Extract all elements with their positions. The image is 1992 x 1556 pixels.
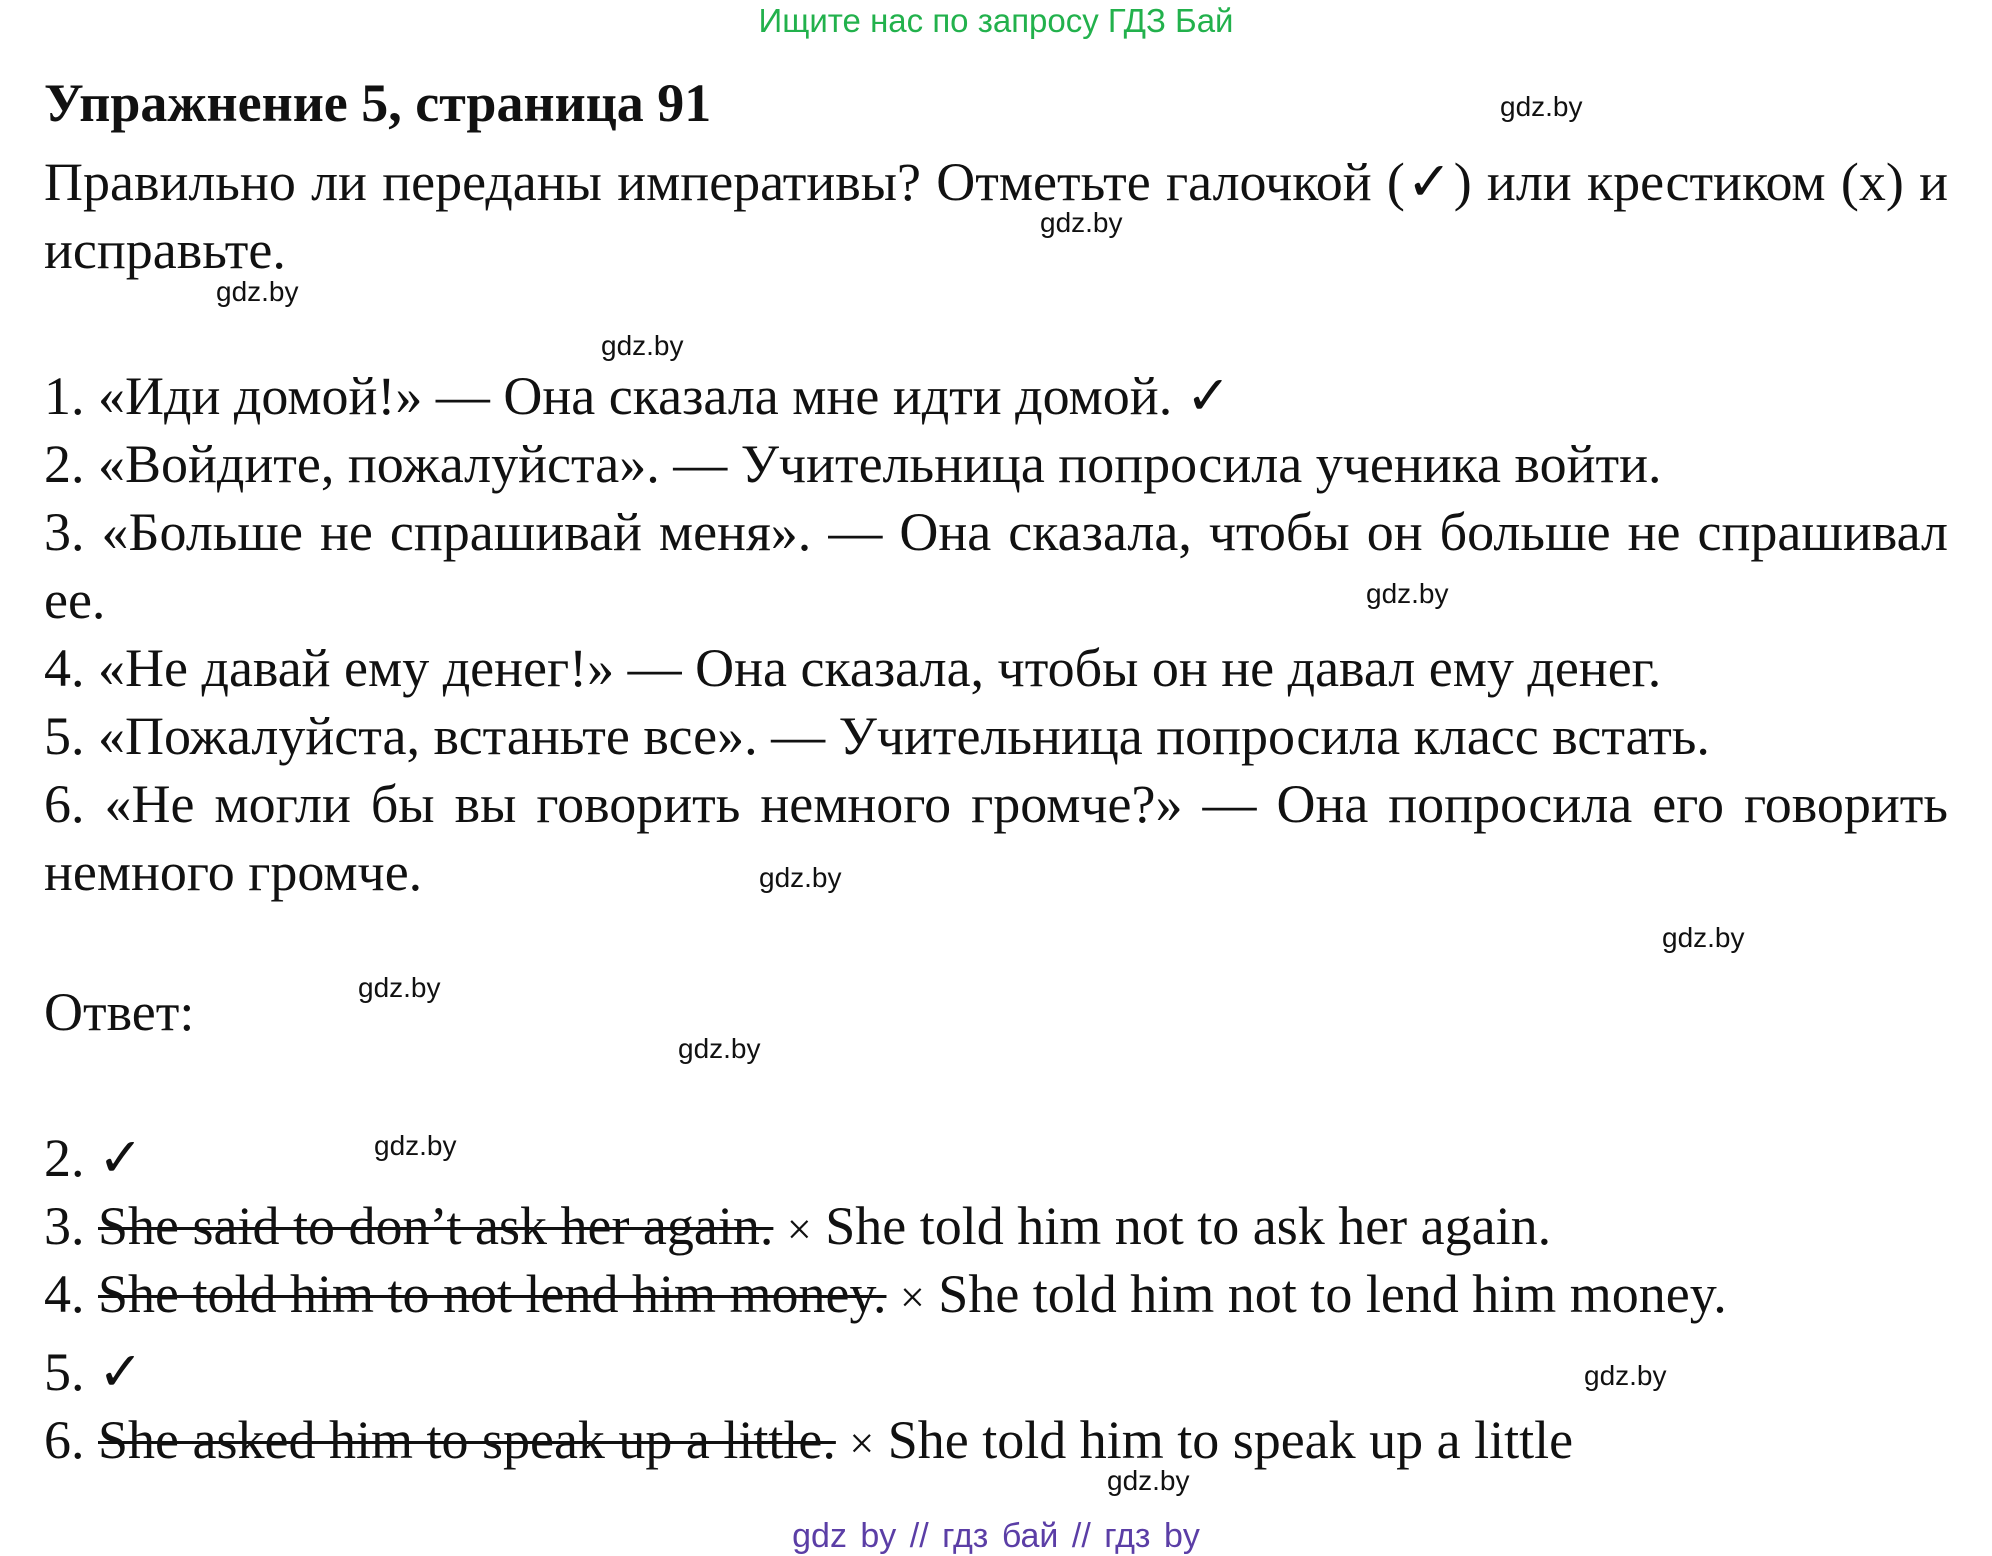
checkmark-icon: ✓ — [98, 1342, 144, 1402]
answer-number: 5. — [44, 1342, 85, 1402]
answer-number: 3. — [44, 1196, 85, 1256]
watermark: gdz.by — [601, 330, 684, 361]
answer-label: Ответ: — [44, 982, 195, 1042]
watermark: gdz.by — [1107, 1465, 1190, 1496]
watermark: gdz.by — [358, 972, 441, 1003]
struck-wrong-answer: She said to don’t ask her again. — [98, 1196, 774, 1256]
site-footer: gdz by // гдз бай // гдз by — [792, 1517, 1200, 1555]
task-item-4: 4. «Не давай ему денег!» — Она сказала, чтобы он не давал ему денег. — [44, 638, 1662, 698]
task-item-3: 3. «Больше не спрашивай меня». — Она сказала, чтобы он больше не спрашивал ее. — [44, 502, 1948, 630]
checkmark-icon: ✓ — [98, 1128, 144, 1188]
corrected-answer: She told him not to ask her again. — [825, 1196, 1552, 1256]
struck-wrong-answer: She asked him to speak up a little. — [98, 1410, 836, 1470]
watermark: gdz.by — [1040, 207, 1123, 238]
answer-row — [44, 1260, 1727, 1332]
answer-row — [44, 1192, 1551, 1264]
watermark: gdz.by — [374, 1130, 457, 1161]
answer-row — [44, 1338, 143, 1406]
site-banner: Ищите нас по запросу ГДЗ Бай — [758, 2, 1234, 39]
task-item-2: 2. «Войдите, пожалуйста». — Учительница попросила ученика войти. — [44, 434, 1662, 494]
watermark: gdz.by — [1500, 91, 1583, 122]
watermark: gdz.by — [1584, 1360, 1667, 1391]
exercise-title: Упражнение 5, страница 91 — [44, 73, 712, 133]
cross-icon: × — [899, 1273, 925, 1322]
watermark: gdz.by — [1366, 578, 1449, 609]
cross-icon: × — [849, 1419, 875, 1468]
watermark: gdz.by — [759, 862, 842, 893]
watermark: gdz.by — [1662, 922, 1745, 953]
answer-row — [44, 1406, 1573, 1478]
corrected-answer: She told him not to lend him money. — [938, 1264, 1727, 1324]
struck-wrong-answer: She told him to not lend him money. — [98, 1264, 887, 1324]
watermark: gdz.by — [678, 1033, 761, 1064]
answer-number: 2. — [44, 1128, 85, 1188]
corrected-answer: She told him to speak up a little — [887, 1410, 1574, 1470]
task-item-5: 5. «Пожалуйста, встаньте все». — Учительница попросила класс встать. — [44, 706, 1710, 766]
answer-number: 6. — [44, 1410, 85, 1470]
task-item-1: 1. «Иди домой!» — Она сказала мне идти домой. ✓ — [44, 366, 1231, 426]
answer-number: 4. — [44, 1264, 85, 1324]
watermark: gdz.by — [216, 276, 299, 307]
cross-icon: × — [786, 1205, 812, 1254]
answer-row — [44, 1124, 143, 1192]
task-instruction: Правильно ли переданы императивы? Отметьте галочкой (✓) или крестиком (x) и исправьте. — [44, 152, 1948, 280]
task-item-6: 6. «Не могли бы вы говорить немного громче?» — Она попросила его говорить немного громче. — [44, 774, 1948, 902]
